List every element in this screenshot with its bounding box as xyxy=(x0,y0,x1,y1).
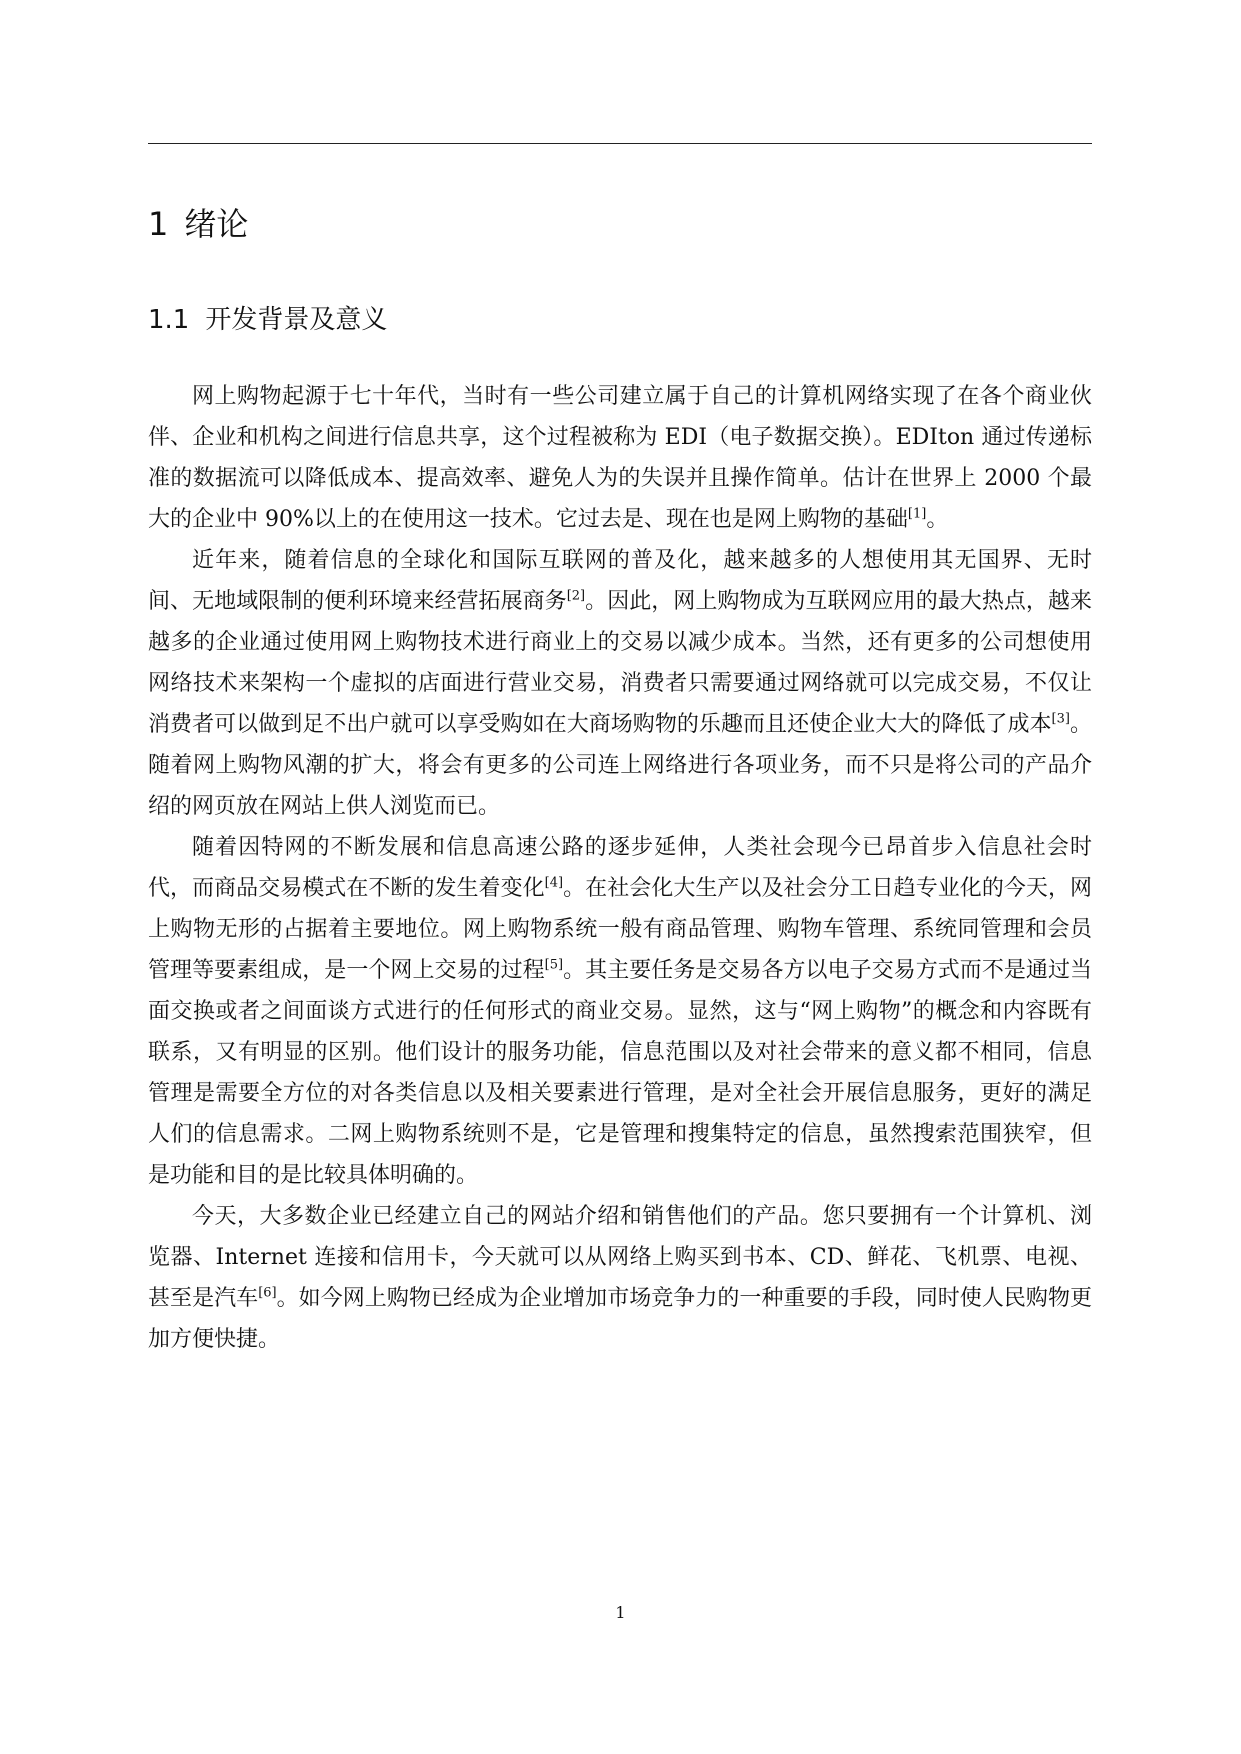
paragraph-tail: 。 xyxy=(926,507,949,532)
page-number: 1 xyxy=(615,1603,626,1622)
citation-3: [3] xyxy=(1051,711,1070,727)
citation-1: [1] xyxy=(907,506,927,522)
paragraph-text: 近年来，随着信息的全球化和国际互联网的普及化，越来越多的人想使用其无国界、无时间、无地域限制的便利环境来经营拓展商务 xyxy=(148,548,1092,614)
section-title-text: 开发背景及意义 xyxy=(205,305,388,335)
chapter-number: 1 xyxy=(148,205,169,243)
citation-6: [6] xyxy=(258,1285,277,1301)
paragraph-middle: 。在社会化大生产以及社会分工日趋专业化的今天，网上购物无形的占据着主要地位。网上购物系统一般有商品管理、购物车管理、系统同管理和会员管理等要素组成，是一个网上交易的过程 xyxy=(148,876,1092,983)
section-heading xyxy=(148,302,387,338)
paragraph-1 xyxy=(148,376,1092,540)
paragraph-2 xyxy=(148,540,1092,827)
citation-2: [2] xyxy=(566,588,586,604)
body-text xyxy=(148,376,1092,1360)
paragraph-tail: 。随着网上购物风潮的扩大，将会有更多的公司连上网络进行各项业务，而不只是将公司的产品介绍的网页放在网站上供人浏览而已。 xyxy=(148,712,1092,819)
section-number: 1.1 xyxy=(148,305,190,335)
chapter-heading xyxy=(148,202,248,246)
citation-4: [4] xyxy=(544,875,564,891)
citation-5: [5] xyxy=(544,957,564,973)
paragraph-4 xyxy=(148,1196,1092,1360)
paragraph-tail: 。其主要任务是交易各方以电子交易方式而不是通过当面交换或者之间面谈方式进行的任何形式的商业交易。显然，这与“网上购物”的概念和内容既有联系，又有明显的区别。他们设计的服务功能，信息范围以及对社会带来的意义都不相同，信息管理是需要全方位的对各类信息以及相关要素进行管理，是对全社会开展信息服务，更好的满足人们的信息需求。二网上购物系统则不是，它是管理和搜集特定的信息，虽然搜索范围狭窄，但是功能和目的是比较具体明确的。 xyxy=(148,958,1092,1188)
paragraph-text: 网上购物起源于七十年代，当时有一些公司建立属于自己的计算机网络实现了在各个商业伙伴、企业和机构之间进行信息共享，这个过程被称为 EDI（电子数据交换）。EDIton 通过传递标准的数据流可以降低成本、提高效率、避免人为的失误并且操作简单。估计在世界上 2000 个最大的企业中 90%以上的在使用这一技术。它过去是、现在也是网上购物的基础 xyxy=(148,384,1092,532)
header-rule xyxy=(148,143,1092,144)
paragraph-middle: 。因此，网上购物成为互联网应用的最大热点，越来越多的企业通过使用网上购物技术进行商业上的交易以减少成本。当然，还有更多的公司想使用网络技术来架构一个虚拟的店面进行营业交易，消费者只需要通过网络就可以完成交易，不仅让消费者可以做到足不出户就可以享受购如在大商场购物的乐趣而且还使企业大大的降低了成本 xyxy=(148,589,1092,737)
paragraph-3 xyxy=(148,827,1092,1196)
paragraph-text: 随着因特网的不断发展和信息高速公路的逐步延伸，人类社会现今已昂首步入信息社会时代，而商品交易模式在不断的发生着变化 xyxy=(148,835,1092,901)
paragraph-text: 今天，大多数企业已经建立自己的网站介绍和销售他们的产品。您只要拥有一个计算机、浏览器、Internet 连接和信用卡，今天就可以从网络上购买到书本、CD、鲜花、飞机票、电视、甚至是汽车 xyxy=(148,1204,1092,1311)
chapter-title-text: 绪论 xyxy=(184,205,249,243)
paragraph-tail: 。如今网上购物已经成为企业增加市场竞争力的一种重要的手段，同时使人民购物更加方便快捷。 xyxy=(148,1286,1092,1352)
